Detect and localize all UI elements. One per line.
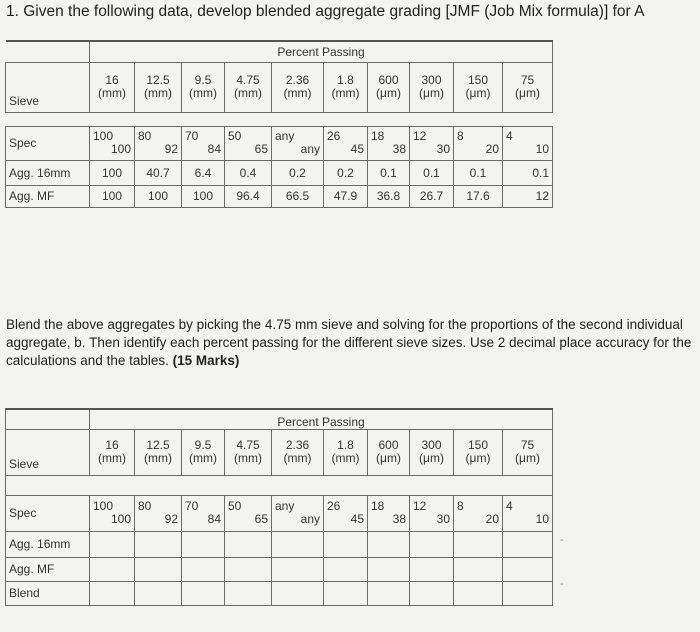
spec-upper: 18 [371, 499, 385, 513]
sieve-size [228, 439, 268, 465]
spec-lower: 38 [392, 512, 406, 526]
agg16-cell [368, 531, 410, 557]
sieve-size [413, 439, 450, 465]
sieve-size-unit: (μm) [376, 451, 401, 465]
sieve-size-value: 9.5 [194, 438, 212, 452]
agg16-cell [225, 531, 272, 557]
sieve-size-unit: (μm) [419, 86, 444, 100]
spec-lower: 92 [164, 512, 178, 526]
sieve-size [327, 74, 364, 100]
sieve-size [275, 439, 320, 465]
spec-upper: any [275, 499, 295, 513]
blend-cell [272, 581, 324, 605]
sieve-size-unit: (mm) [331, 451, 360, 465]
sieve-size-cell [410, 429, 454, 475]
blend-table [5, 408, 553, 606]
aggmf-cell [324, 557, 368, 581]
spec-label: Spec [6, 495, 90, 531]
spec-cell [454, 495, 503, 531]
agg16-cell [272, 531, 324, 557]
agg16-cell: 0.2 [272, 160, 324, 185]
spec-row [6, 495, 553, 531]
sieve-size-unit: (mm) [283, 86, 312, 100]
agg16-cell: 0.1 [454, 160, 503, 185]
spec-cell [272, 126, 324, 160]
spec-cell [90, 126, 135, 160]
aggmf-label: Agg. MF [6, 557, 90, 581]
sieve-size [506, 74, 549, 100]
spec-upper: 26 [327, 129, 341, 143]
spec-cell [182, 495, 225, 531]
sieve-size-unit: (mm) [144, 86, 172, 100]
agg16-cell [410, 531, 454, 557]
spec-upper: any [275, 129, 295, 143]
spec-lower: 100 [110, 142, 131, 156]
agg16-cell: 100 [90, 160, 135, 185]
agg16-label: Agg. 16mm [6, 160, 90, 185]
spec-lower: any [300, 512, 320, 526]
aggmf-cell: 12 [503, 185, 553, 207]
spec-cell [410, 126, 454, 160]
aggmf-cell [135, 557, 182, 581]
aggmf-cell [90, 557, 135, 581]
agg16-cell [135, 531, 182, 557]
spec-cell [135, 126, 182, 160]
sieve-size-value: 75 [520, 73, 535, 87]
sieve-size-unit: (mm) [189, 86, 217, 100]
blend-row [6, 581, 553, 605]
blend-cell [135, 581, 182, 605]
spec-lower: 84 [207, 142, 221, 156]
corner-cell [6, 41, 90, 62]
sieve-size-unit: (mm) [331, 86, 360, 100]
spec-cell [182, 126, 225, 160]
sieve-size-cell [135, 62, 182, 112]
agg16-label: Agg. 16mm [6, 531, 90, 557]
spec-lower: 65 [254, 512, 268, 526]
spec-lower: 20 [485, 512, 499, 526]
sieve-size-value: 16 [105, 73, 119, 87]
sieve-size [506, 439, 549, 465]
aggmf-cell [454, 557, 503, 581]
aggmf-cell [368, 557, 410, 581]
agg16-cell [182, 531, 225, 557]
spec-upper: 80 [138, 129, 152, 143]
spec-lower: 30 [436, 142, 450, 156]
spec-cell [90, 495, 135, 531]
sieve-size-cell [272, 429, 324, 475]
sieve-label: Sieve [6, 62, 90, 112]
sieve-size-cell [272, 62, 324, 112]
spec-upper: 100 [93, 129, 114, 143]
spec-upper: 12 [413, 129, 427, 143]
sieve-size-cell [368, 62, 410, 112]
sieve-size-cell [324, 429, 368, 475]
sieve-size-value: 300 [421, 73, 442, 87]
blend-cell [90, 581, 135, 605]
sieve-size-value: 600 [378, 73, 399, 87]
sieve-size-cell [410, 62, 454, 112]
sieve-size-value: 9.5 [194, 73, 212, 87]
spec-cell [368, 495, 410, 531]
agg16-cell [454, 531, 503, 557]
spec-cell [368, 126, 410, 160]
sieve-size-unit: (μm) [376, 86, 401, 100]
aggmf-cell [410, 557, 454, 581]
spec-cell [324, 126, 368, 160]
sieve-size [457, 439, 499, 465]
spec-cell [272, 495, 324, 531]
sieve-size-value: 4.75 [236, 438, 260, 452]
sieve-size [371, 439, 406, 465]
sieve-row [6, 62, 553, 112]
sieve-size-cell [368, 429, 410, 475]
spec-lower: 65 [254, 142, 268, 156]
spec-lower: 10 [535, 512, 550, 526]
sieve-row [6, 429, 553, 475]
spec-cell [454, 126, 503, 160]
aggmf-cell [182, 557, 225, 581]
spec-upper: 4 [506, 499, 513, 513]
spec-upper: 4 [506, 129, 513, 143]
sieve-size-cell [454, 429, 503, 475]
sieve-size-cell [135, 429, 182, 475]
sieve-size-value: 150 [467, 73, 489, 87]
sieve-size [371, 74, 406, 100]
sieve-size-value: 600 [378, 438, 399, 452]
sieve-size-unit: (mm) [189, 451, 217, 465]
sieve-label: Sieve [6, 429, 90, 475]
agg16-cell: 0.1 [410, 160, 454, 185]
sieve-size-cell [182, 429, 225, 475]
spec-lower: 100 [110, 512, 131, 526]
sieve-size-value: 1.8 [337, 438, 354, 452]
aggmf-cell [225, 557, 272, 581]
blend-label: Blend [6, 581, 90, 605]
spec-upper: 18 [371, 129, 385, 143]
spec-upper: 50 [228, 499, 242, 513]
aggmf-label: Agg. MF [6, 185, 90, 207]
blend-cell [324, 581, 368, 605]
blend-cell [225, 581, 272, 605]
corner-cell [6, 409, 90, 429]
sieve-size-value: 4.75 [236, 73, 260, 87]
aggmf-cell: 100 [90, 185, 135, 207]
sieve-size [228, 74, 268, 100]
spec-row [6, 126, 553, 160]
sieve-size [185, 439, 221, 465]
spec-cell [135, 495, 182, 531]
marks-label: (15 Marks) [172, 353, 240, 368]
sieve-size-unit: (mm) [98, 451, 126, 465]
sieve-size-unit: (mm) [283, 451, 312, 465]
spec-upper: 70 [185, 129, 199, 143]
agg16-cell [324, 531, 368, 557]
spec-upper: 8 [457, 499, 464, 513]
aggmf-cell: 100 [135, 185, 182, 207]
sieve-size [93, 74, 131, 100]
sieve-size-value: 16 [105, 438, 119, 452]
agg16-cell: 0.2 [324, 160, 368, 185]
sieve-size-cell [90, 62, 135, 112]
spec-cell [410, 495, 454, 531]
sieve-size-unit: (mm) [234, 451, 262, 465]
sieve-size-cell [503, 62, 553, 112]
aggmf-cell: 36.8 [368, 185, 410, 207]
sieve-size-unit: (mm) [234, 86, 262, 100]
sieve-size [457, 74, 499, 100]
spec-lower: 20 [485, 142, 499, 156]
blend-cell [182, 581, 225, 605]
agg16-cell: 0.4 [225, 160, 272, 185]
agg16-cell: 40.7 [135, 160, 182, 185]
spec-lower: 45 [350, 142, 364, 156]
sieve-size-unit: (μm) [515, 451, 540, 465]
spec-lower: any [300, 142, 320, 156]
margin-dash: - [560, 578, 564, 590]
spec-label: Spec [6, 126, 90, 160]
sieve-size [185, 74, 221, 100]
aggmf-row [6, 185, 553, 207]
spec-upper: 70 [185, 499, 199, 513]
sieve-size-cell [182, 62, 225, 112]
sieve-size [275, 74, 320, 100]
blend-instructions [6, 316, 696, 370]
spacer-row [6, 475, 553, 495]
aggmf-cell [272, 557, 324, 581]
aggmf-cell: 100 [182, 185, 225, 207]
spec-upper: 26 [327, 499, 341, 513]
sieve-size-unit: (μm) [515, 86, 540, 100]
spec-upper: 100 [93, 499, 114, 513]
sieve-size-value: 75 [520, 438, 535, 452]
sieve-size-cell [225, 62, 272, 112]
aggmf-cell: 26.7 [410, 185, 454, 207]
sieve-size-cell [454, 62, 503, 112]
spec-lower: 38 [392, 142, 406, 156]
agg16-cell: 0.1 [503, 160, 553, 185]
sieve-size [93, 439, 131, 465]
sieve-size-unit: (μm) [465, 86, 491, 100]
aggmf-cell [503, 557, 553, 581]
spec-cell [503, 126, 553, 160]
sieve-size-cell [324, 62, 368, 112]
spec-upper: 12 [413, 499, 427, 513]
percent-passing-header: Percent Passing [90, 41, 553, 62]
data-table [5, 40, 553, 208]
sieve-size-value: 12.5 [146, 438, 170, 452]
sieve-size-cell [225, 429, 272, 475]
spec-upper: 8 [457, 129, 464, 143]
spec-cell [503, 495, 553, 531]
agg16-cell: 0.1 [368, 160, 410, 185]
question-heading: 1. Given the following data, develop blended aggregate grading [JMF (Job Mix formula)] for A [6, 3, 645, 20]
spec-upper: 80 [138, 499, 152, 513]
spec-lower: 92 [164, 142, 178, 156]
agg16-cell [90, 531, 135, 557]
sieve-size [327, 439, 364, 465]
sieve-size-unit: (μm) [419, 451, 444, 465]
agg16-row [6, 160, 553, 185]
aggmf-cell: 17.6 [454, 185, 503, 207]
aggmf-cell: 66.5 [272, 185, 324, 207]
aggmf-row [6, 557, 553, 581]
margin-dash: - [560, 534, 564, 546]
spec-upper: 50 [228, 129, 242, 143]
agg16-cell [503, 531, 553, 557]
sieve-size-value: 2.36 [285, 73, 310, 87]
blend-cell [503, 581, 553, 605]
agg16-cell: 6.4 [182, 160, 225, 185]
percent-passing-header: Percent Passing [90, 409, 553, 429]
spec-cell [225, 495, 272, 531]
sieve-size-unit: (μm) [465, 451, 491, 465]
sieve-size [413, 74, 450, 100]
sieve-size-value: 12.5 [146, 73, 170, 87]
sieve-size-unit: (mm) [98, 86, 126, 100]
sieve-size [138, 439, 178, 465]
blend-cell [368, 581, 410, 605]
aggmf-cell: 96.4 [225, 185, 272, 207]
spec-cell [324, 495, 368, 531]
instructions-text: Blend the above aggregates by picking the 4.75 mm sieve and solving for the proportions of the second individual aggregate, b. Then identify each percent passing for the different sieve sizes. Use 2 decimal place accuracy for the calculations and the tables. [6, 317, 692, 368]
sieve-size-cell [503, 429, 553, 475]
spec-lower: 45 [350, 512, 364, 526]
spec-lower: 10 [535, 142, 550, 156]
blend-cell [410, 581, 454, 605]
sieve-size-value: 150 [467, 438, 489, 452]
aggmf-cell: 47.9 [324, 185, 368, 207]
sieve-size-unit: (mm) [144, 451, 172, 465]
spec-cell [225, 126, 272, 160]
spec-lower: 30 [436, 512, 450, 526]
agg16-row [6, 531, 553, 557]
blend-cell [454, 581, 503, 605]
spec-lower: 84 [207, 512, 221, 526]
sieve-size-cell [90, 429, 135, 475]
sieve-size [138, 74, 178, 100]
spacer-row [6, 112, 553, 126]
sieve-size-value: 1.8 [337, 73, 354, 87]
sieve-size-value: 300 [421, 438, 442, 452]
sieve-size-value: 2.36 [285, 438, 310, 452]
